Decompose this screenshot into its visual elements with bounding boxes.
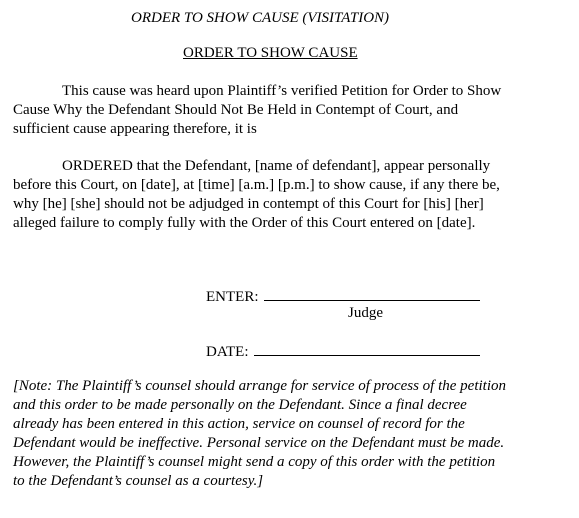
paragraph-line: sufficient cause appearing therefore, it is: [13, 121, 257, 137]
document-subtitle: ORDER TO SHOW CAUSE: [183, 45, 358, 61]
paragraph-line: why [he] [she] should not be adjudged in contempt of this Court for [his] [her]: [13, 196, 484, 212]
paragraph-hearing: [13, 82, 568, 139]
note-line: Defendant would be ineffective. Personal service on the Defendant must be made.: [13, 435, 505, 451]
note-line: already has been entered in this action, service on counsel of record for the: [13, 416, 465, 432]
note-line: and this order to be made personally on the Defendant. Since a final decree: [13, 397, 467, 413]
enter-signature-row: [206, 286, 480, 307]
note-line: to the Defendant’s counsel as a courtesy.]: [13, 473, 264, 489]
judge-label: Judge: [348, 305, 383, 321]
date-signature-line: [254, 341, 480, 356]
date-label: DATE:: [206, 344, 249, 360]
paragraph-line: This cause was heard upon Plaintiff’s verified Petition for Order to Show: [62, 83, 502, 99]
judge-signature-line: [264, 286, 480, 301]
paragraph-line: Cause Why the Defendant Should Not Be Held in Contempt of Court, and: [13, 102, 459, 118]
document-title: ORDER TO SHOW CAUSE (VISITATION): [131, 10, 390, 26]
note-line: [Note: The Plaintiff’s counsel should arrange for service of process of the petition: [13, 378, 507, 394]
note-line: However, the Plaintiff’s counsel might send a copy of this order with the petition: [13, 454, 496, 470]
paragraph-line: ORDERED that the Defendant, [name of defendant], appear personally: [62, 158, 491, 174]
paragraph-line: before this Court, on [date], at [time] [a.m.] [p.m.] to show cause, if any there be,: [13, 177, 500, 193]
enter-label: ENTER:: [206, 289, 259, 305]
paragraph-ordered: [13, 157, 568, 233]
note-block: [13, 377, 573, 491]
paragraph-line: alleged failure to comply fully with the Order of this Court entered on [date].: [13, 215, 476, 231]
date-signature-row: [206, 341, 480, 362]
